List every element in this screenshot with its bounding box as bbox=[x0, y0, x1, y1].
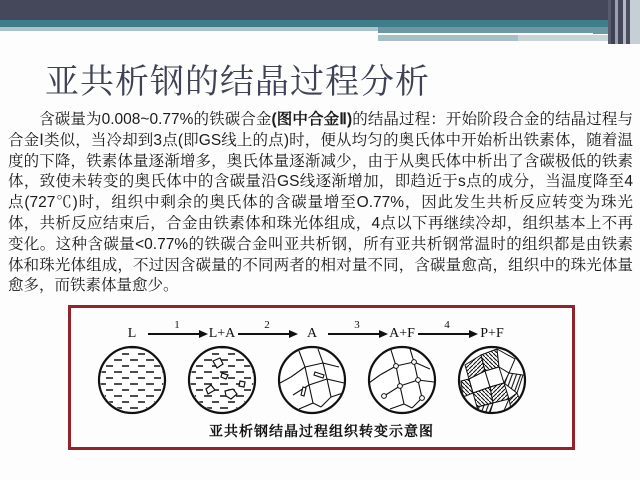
arrow-step-1 bbox=[148, 320, 206, 342]
arrow-3-line bbox=[328, 333, 386, 335]
micro-circle-austenite-ferrite bbox=[367, 345, 437, 415]
stage-label-A: A bbox=[306, 326, 318, 341]
arrow-step-2-number: 2 bbox=[264, 319, 270, 331]
arrow-4-line bbox=[418, 333, 476, 335]
arrow-step-2 bbox=[238, 320, 296, 342]
body-paragraph bbox=[8, 110, 633, 297]
micro-circle-austenite bbox=[277, 345, 347, 415]
arrow-step-4 bbox=[418, 320, 476, 342]
figure-caption: 亚共析钢结晶过程组织转变示意图 bbox=[209, 423, 434, 439]
micro-circle-liquid-austenite bbox=[187, 345, 257, 415]
figure-box bbox=[68, 305, 575, 450]
header-accent-band-a bbox=[378, 35, 518, 41]
body-text-bold: (图中合金Ⅱ) bbox=[271, 111, 353, 128]
body-text-before: 含碳量为0.008~0.77%的铁碳合金 bbox=[8, 111, 272, 128]
slide-title: 亚共析钢的结晶过程分析 bbox=[45, 63, 430, 101]
stage-label-L: L bbox=[127, 326, 137, 341]
microstructure-circles bbox=[97, 345, 527, 415]
arrow-step-3-number: 3 bbox=[354, 319, 360, 331]
micro-circle-liquid bbox=[97, 345, 167, 415]
arrow-step-4-number: 4 bbox=[444, 319, 450, 331]
stage-label-LA: L+A bbox=[208, 326, 236, 341]
stage-label-AF: A+F bbox=[389, 326, 415, 341]
arrow-step-1-number: 1 bbox=[174, 319, 180, 331]
corner-stripe bbox=[630, 0, 640, 44]
header-bar-teal bbox=[0, 20, 640, 27]
arrow-1-line bbox=[148, 333, 206, 335]
arrow-step-3 bbox=[328, 320, 386, 342]
header-bar-dark bbox=[0, 0, 640, 20]
stage-label-PF: P+F bbox=[480, 326, 504, 341]
body-text-after: 的结晶过程：开始阶段合金的结晶过程与合金Ⅰ类似，当冷却到3点(即GS线上的点)时，便从均匀的奥氏体中开始析出铁素体，随着温度的下降，铁素体量逐渐增多，奥氏体量逐渐减少，由于从奥氏体中析出了含碳极低的铁素体，致使未转变的奥氏体中的含碳量沿GS线逐渐增加，即趋近于s点的成分，当温度降至4点(727℃)时，组织中剩余的奥氏体的含碳量增至O.77%，因此发生共析反应转变为珠光体，共析反应结束后，合金由铁素体和珠光体组成，4点以下再继续冷却，组织基本上不再变化。这种含碳量<0.77%的铁碳合金叫亚共析钢，所有亚共析钢常温时的组织都是由铁素体和珠光体组成，不过因含碳量的不同两者的相对量不同，含碳量愈高，组织中的珠光体量愈多，而铁素体量愈少。 bbox=[8, 111, 633, 295]
arrow-2-line bbox=[238, 333, 296, 335]
micro-circle-pearlite-ferrite bbox=[457, 345, 527, 415]
